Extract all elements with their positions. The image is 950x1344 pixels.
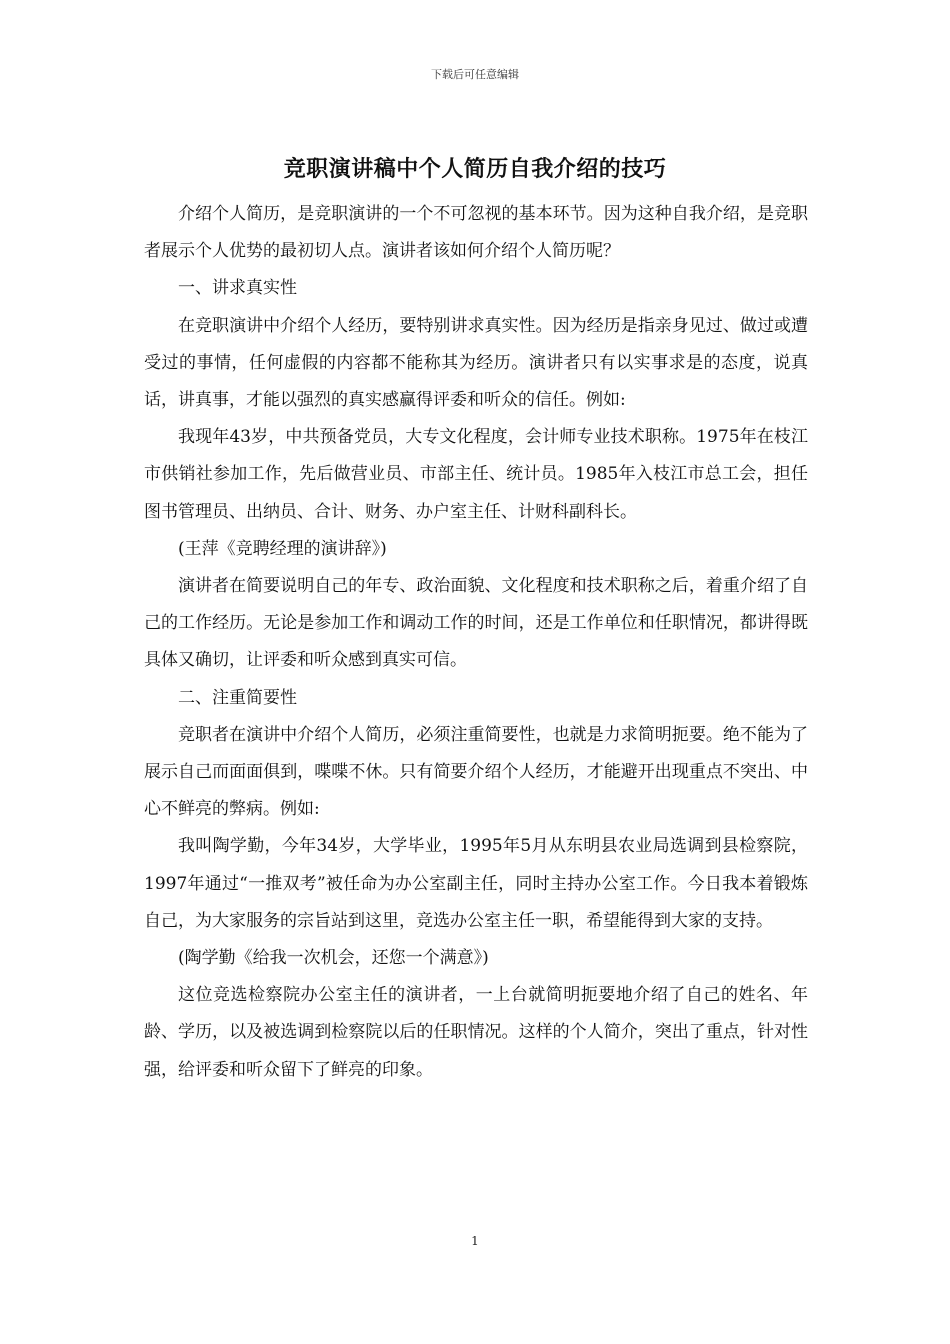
paragraph: 演讲者在简要说明自己的年专、政治面貌、文化程度和技术职称之后，着重介绍了自己的工作经历。无论是参加工作和调动工作的时间，还是工作单位和任职情况，都讲得既具体又确切，让评委和听众感到真实可信。 [144, 576, 808, 671]
document-body [144, 196, 808, 1089]
paragraph: 竞职者在演讲中介绍个人简历，必须注重简要性，也就是力求简明扼要。绝不能为了展示自己而面面俱到，喋喋不休。只有简要介绍个人经历，才能避开出现重点不突出、中心不鲜亮的弊病。例如: [144, 724, 808, 820]
paragraph-intro: 介绍个人简历，是竞职演讲的一个不可忽视的基本环节。因为这种自我介绍，是竞职者展示个人优势的最初切人点。演讲者该如何介绍个人简历呢？ [144, 204, 808, 262]
example-quote: 我叫陶学勤，今年34岁，大学毕业，1995年5月从东明县农业局选调到县检察院，1997年通过“一推双考”被任命为办公室副主任，同时主持办公室工作。今日我本着锻炼自己，为大家服务的宗旨站到这里，竞选办公室主任一职，希望能得到大家的支持。 [144, 836, 808, 931]
paragraph: 在竞职演讲中介绍个人经历，要特别讲求真实性。因为经历是指亲身见过、做过或遭受过的事情，任何虚假的内容都不能称其为经历。演讲者只有以实事求是的态度，说真话，讲真事，才能以强烈的真实感赢得评委和听众的信任。例如: [144, 315, 808, 411]
page-number: 1 [471, 1234, 479, 1248]
paragraph: 这位竞选检察院办公室主任的演讲者，一上台就简明扼要地介绍了自己的姓名、年龄、学历，以及被选调到检察院以后的任职情况。这样的个人简介，突出了重点，针对性强，给评委和听众留下了鲜亮的印象。 [144, 985, 808, 1080]
section-heading-1: 一、讲求真实性 [178, 278, 297, 299]
example-quote: 我现年43岁，中共预备党员，大专文化程度，会计师专业技术职称。1975年在枝江市供销社参加工作，先后做营业员、市部主任、统计员。1985年入枝江市总工会，担任图书管理员、出纳员、合计、财务、办户室主任、计财科副科长。 [144, 427, 808, 522]
example-citation: (王萍《竞聘经理的演讲辞》) [178, 538, 387, 559]
header-note: 下载后可任意编辑 [431, 68, 519, 81]
section-heading-2: 二、注重简要性 [178, 687, 297, 708]
example-citation: (陶学勤《给我一次机会，还您一个满意》) [178, 948, 489, 969]
document-title: 竞职演讲稿中个人简历自我介绍的技巧 [283, 156, 667, 182]
